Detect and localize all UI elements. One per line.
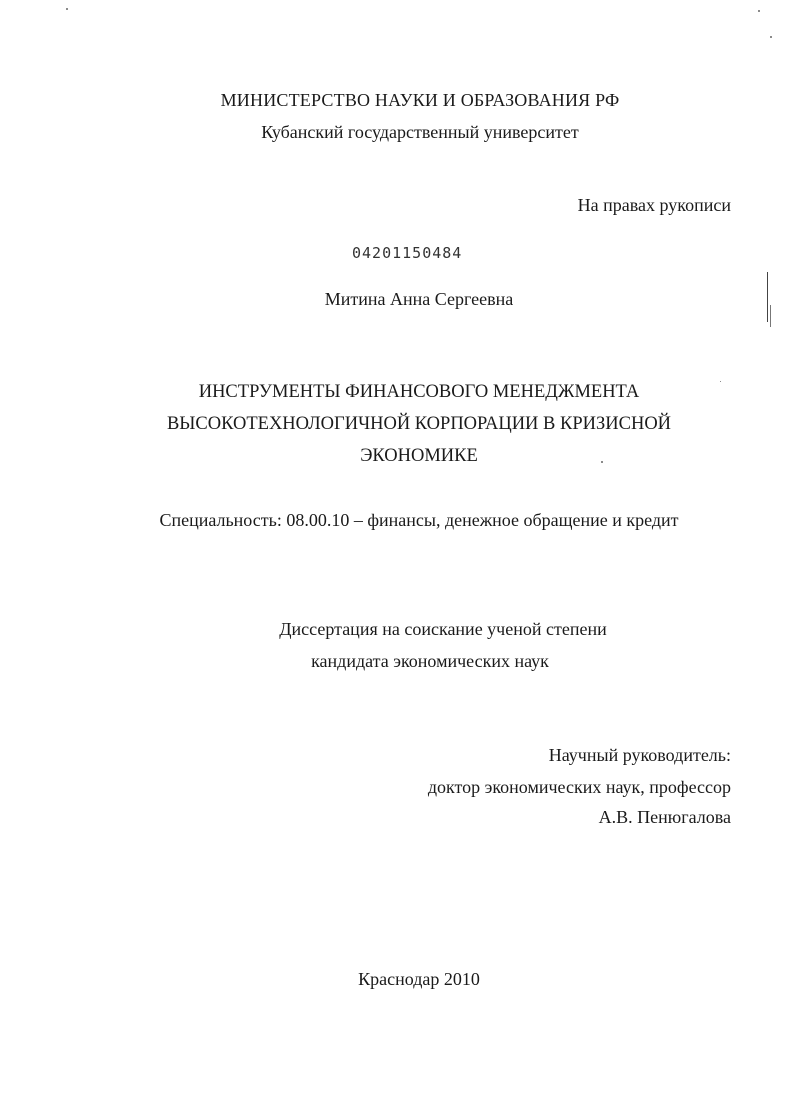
- scan-speck: [770, 36, 772, 38]
- specialty-line: Специальность: 08.00.10 – финансы, денежное обращение и кредит: [159, 510, 679, 530]
- dissertation-line-2: кандидата экономических наук: [311, 651, 549, 671]
- author-name: Митина Анна Сергеевна: [324, 289, 514, 309]
- manuscript-note: На правах рукописи: [577, 195, 731, 215]
- thesis-title-line-3: ЭКОНОМИКЕ: [360, 446, 478, 466]
- university-name: Кубанский государственный университет: [261, 122, 579, 142]
- advisor-degree: доктор экономических наук, профессор: [427, 777, 731, 797]
- dissertation-line-1: Диссертация на соискание ученой степени: [279, 619, 607, 639]
- thesis-title-line-1: ИНСТРУМЕНТЫ ФИНАНСОВОГО МЕНЕДЖМЕНТА: [198, 382, 640, 402]
- scan-speck: [758, 10, 760, 12]
- scan-mark-vertical-2: [770, 305, 771, 327]
- scan-speck: [601, 461, 603, 463]
- thesis-title-line-2: ВЫСОКОТЕХНОЛОГИЧНОЙ КОРПОРАЦИИ В КРИЗИСНОЙ: [166, 414, 672, 434]
- scan-mark-vertical: [767, 272, 768, 322]
- ministry-heading: МИНИСТЕРСТВО НАУКИ И ОБРАЗОВАНИЯ РФ: [220, 90, 620, 110]
- city-year: Краснодар 2010: [358, 969, 480, 989]
- scan-speck: [720, 381, 721, 382]
- registration-number: 04201150484: [352, 244, 463, 262]
- scan-speck: [66, 8, 68, 10]
- advisor-label: Научный руководитель:: [548, 745, 731, 765]
- advisor-name: А.В. Пенюгалова: [598, 807, 731, 827]
